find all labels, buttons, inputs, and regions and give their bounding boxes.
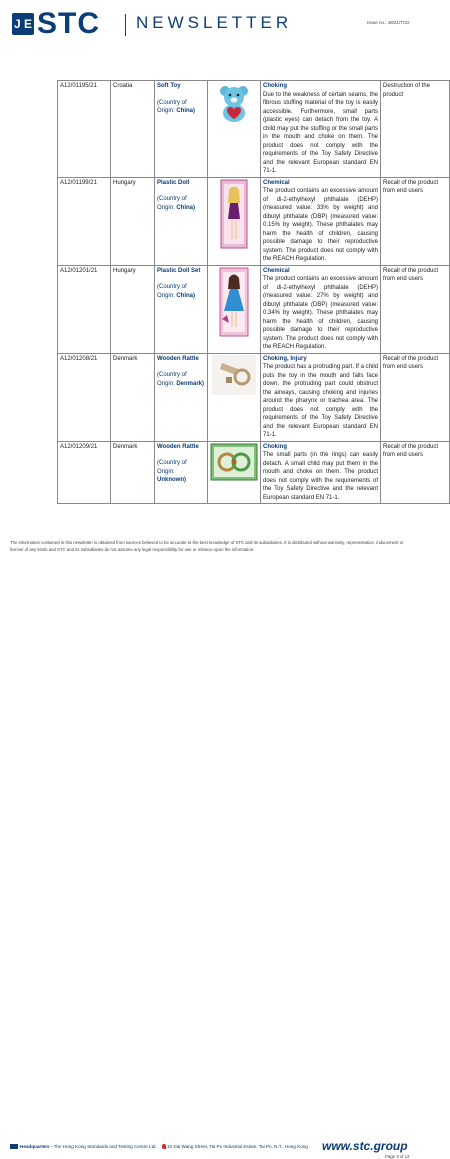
notifying-country: Hungary: [113, 179, 136, 186]
origin-value: China): [176, 108, 196, 114]
disclaimer: The information contained in this newsletter is obtained from sources believed to be accurate to the best knowledge of STC and its subsidiaries. It is distributed without warranty, representation, inducement or license of any kinds and STC and its subsidiaries do not assume any legal responsibility for use or reliance upon the information.: [10, 540, 404, 552]
reference-cell: [58, 177, 111, 265]
measure-cell: [381, 81, 450, 178]
country-of-origin: [157, 195, 205, 212]
headquarters-line: [10, 1144, 308, 1149]
origin-label: (Country of Origin:: [157, 460, 187, 475]
product-image: [220, 179, 248, 253]
risk-type: Chemical: [263, 267, 290, 274]
origin-value: Unknown): [157, 477, 186, 483]
origin-label: (Country of Origin:: [157, 99, 187, 114]
origin-value: Denmark): [176, 380, 205, 387]
risk-cell: [261, 353, 381, 441]
risk-description: The small parts (in the rings) can easily detach. A small child may put them in the mouth and choke on them. The product does not comply with the requirements of the Toy Safety Directive and the relevant European standard EN 71-1.: [263, 452, 378, 501]
reference-cell: [58, 265, 111, 353]
risk-type: Chemical: [263, 179, 290, 186]
logo-mark: J E: [12, 13, 34, 35]
risk-cell: [261, 265, 381, 353]
product-image-cell: [208, 177, 261, 265]
table-row: [58, 177, 450, 265]
measure-taken: Recall of the product from end users: [383, 443, 439, 458]
product-name: Wooden Rattle: [157, 443, 199, 450]
risk-description: The product contains an excessive amount of di-2-ethylhexyl phthalate (DEHP) (measured value: 33% by weight) and dibutyl phthalate (DBP) (measured value: 0.15% by weight). These phthalates may harm the health of children, causing possible damage to their reproductive system. The product does not comply with the REACH Regulation.: [263, 188, 378, 262]
reference-cell: [58, 353, 111, 441]
country-of-origin: [157, 283, 205, 300]
notifying-country: Denmark: [113, 355, 138, 362]
risk-cell: [261, 81, 381, 178]
measure-taken: Destruction of the product: [383, 83, 431, 98]
notifying-country: Hungary: [113, 267, 136, 274]
country-cell: [111, 177, 155, 265]
product-cell: [155, 177, 208, 265]
reference-cell: [58, 81, 111, 178]
product-name: Plastic Doll Set: [157, 267, 201, 274]
risk-type: Choking: [263, 83, 287, 89]
measure-taken: Recall of the product from end users: [383, 355, 439, 370]
issue-number: Issue no.: 48/21/TCD: [367, 20, 410, 25]
table-row: [58, 353, 450, 441]
product-image-cell: [208, 265, 261, 353]
logo-text: STC: [37, 7, 100, 40]
measure-cell: [381, 441, 450, 504]
table-row: [58, 81, 450, 178]
product-image-cell: [208, 81, 261, 178]
page-header: [0, 0, 425, 50]
risk-cell: [261, 441, 381, 504]
reference-number: A12/01201/21: [60, 267, 98, 274]
recall-table: [57, 80, 450, 504]
product-name: Wooden Rattle: [157, 355, 199, 362]
building-icon: [10, 1144, 18, 1149]
measure-cell: [381, 177, 450, 265]
country-cell: [111, 441, 155, 504]
measure-taken: Recall of the product from end users: [383, 179, 439, 194]
risk-type: Choking, Injury: [263, 355, 307, 362]
product-cell: [155, 265, 208, 353]
reference-number: A12/01199/21: [60, 179, 97, 186]
risk-type: Choking: [263, 443, 287, 450]
risk-description: The product has a protruding part. If a child puts the toy in the mouth and falls face down, the protruding part could obstruct the airways, causing choking and injuries around the pharynx or trachea area. The product does not comply with the requirements of the Toy Safety Directive and the relevant European standard EN 71-1.: [263, 364, 378, 438]
product-image: [212, 355, 256, 399]
product-name: Plastic Doll: [157, 179, 190, 186]
reference-number: A12/01195/21: [60, 83, 97, 89]
measure-taken: Recall of the product from end users: [383, 267, 439, 282]
origin-label: (Country of Origin:: [157, 372, 187, 387]
product-image: [219, 267, 249, 341]
location-pin-icon: [162, 1144, 166, 1149]
page-number: Page 3 of 12: [385, 1154, 410, 1159]
hq-company: - The Hong Kong Standards and Testing Centre Ltd.: [50, 1144, 157, 1149]
risk-cell: [261, 177, 381, 265]
measure-cell: [381, 265, 450, 353]
hq-label: Headquarters: [20, 1144, 50, 1149]
reference-cell: [58, 441, 111, 504]
newsletter-title: NEWSLETTER: [136, 13, 293, 32]
table-row: [58, 265, 450, 353]
stc-logo: [12, 7, 100, 40]
notifying-country: Denmark: [113, 443, 138, 450]
product-name: Soft Toy: [157, 83, 181, 89]
origin-value: China): [176, 204, 196, 211]
country-cell: [111, 81, 155, 178]
country-cell: [111, 353, 155, 441]
measure-cell: [381, 353, 450, 441]
hq-address: 10 Dai Wang Street, Tai Po Industrial Estate, Tai Po, N.T., Hong Kong: [167, 1144, 308, 1149]
footer-bar: [0, 568, 425, 1159]
risk-description: The product contains an excessive amount of di-2-ethylhexyl phthalate (DEHP) (measured value: 27% by weight) and dibutyl phthalate (DBP) (measured value: 0.34% by weight). These phthalates may harm the health of children, causing possible damage to their reproductive system. The product does not comply with the REACH Regulation.: [263, 276, 378, 350]
origin-label: (Country of Origin:: [157, 284, 187, 299]
reference-number: A12/01208/21: [60, 355, 98, 362]
table-row: [58, 441, 450, 504]
product-cell: [155, 353, 208, 441]
product-image: [213, 82, 255, 128]
country-cell: [111, 265, 155, 353]
country-of-origin: [157, 99, 205, 116]
origin-value: China): [176, 292, 196, 299]
website-link[interactable]: www.stc.group: [322, 1139, 408, 1153]
product-cell: [155, 441, 208, 504]
risk-description: Due to the weakness of certain seams, the fibrous stuffing material of the toy is easily accessible. Furthermore, small parts (plastic eyes) can detach from the toy. A child may put the stuffing or the small parts in the mouth and choke on them. The product does not comply with the requirements of the Toy Safety Directive and the relevant European standard EN 71-1.: [263, 91, 378, 174]
product-image-cell: [208, 353, 261, 441]
product-image-cell: [208, 441, 261, 504]
reference-number: A12/01209/21: [60, 443, 98, 450]
country-of-origin: [157, 459, 205, 485]
product-image: [210, 443, 258, 485]
origin-label: (Country of Origin:: [157, 196, 187, 211]
header-divider: [125, 14, 126, 36]
notifying-country: Croatia: [113, 83, 133, 89]
country-of-origin: [157, 371, 205, 388]
product-cell: [155, 81, 208, 178]
